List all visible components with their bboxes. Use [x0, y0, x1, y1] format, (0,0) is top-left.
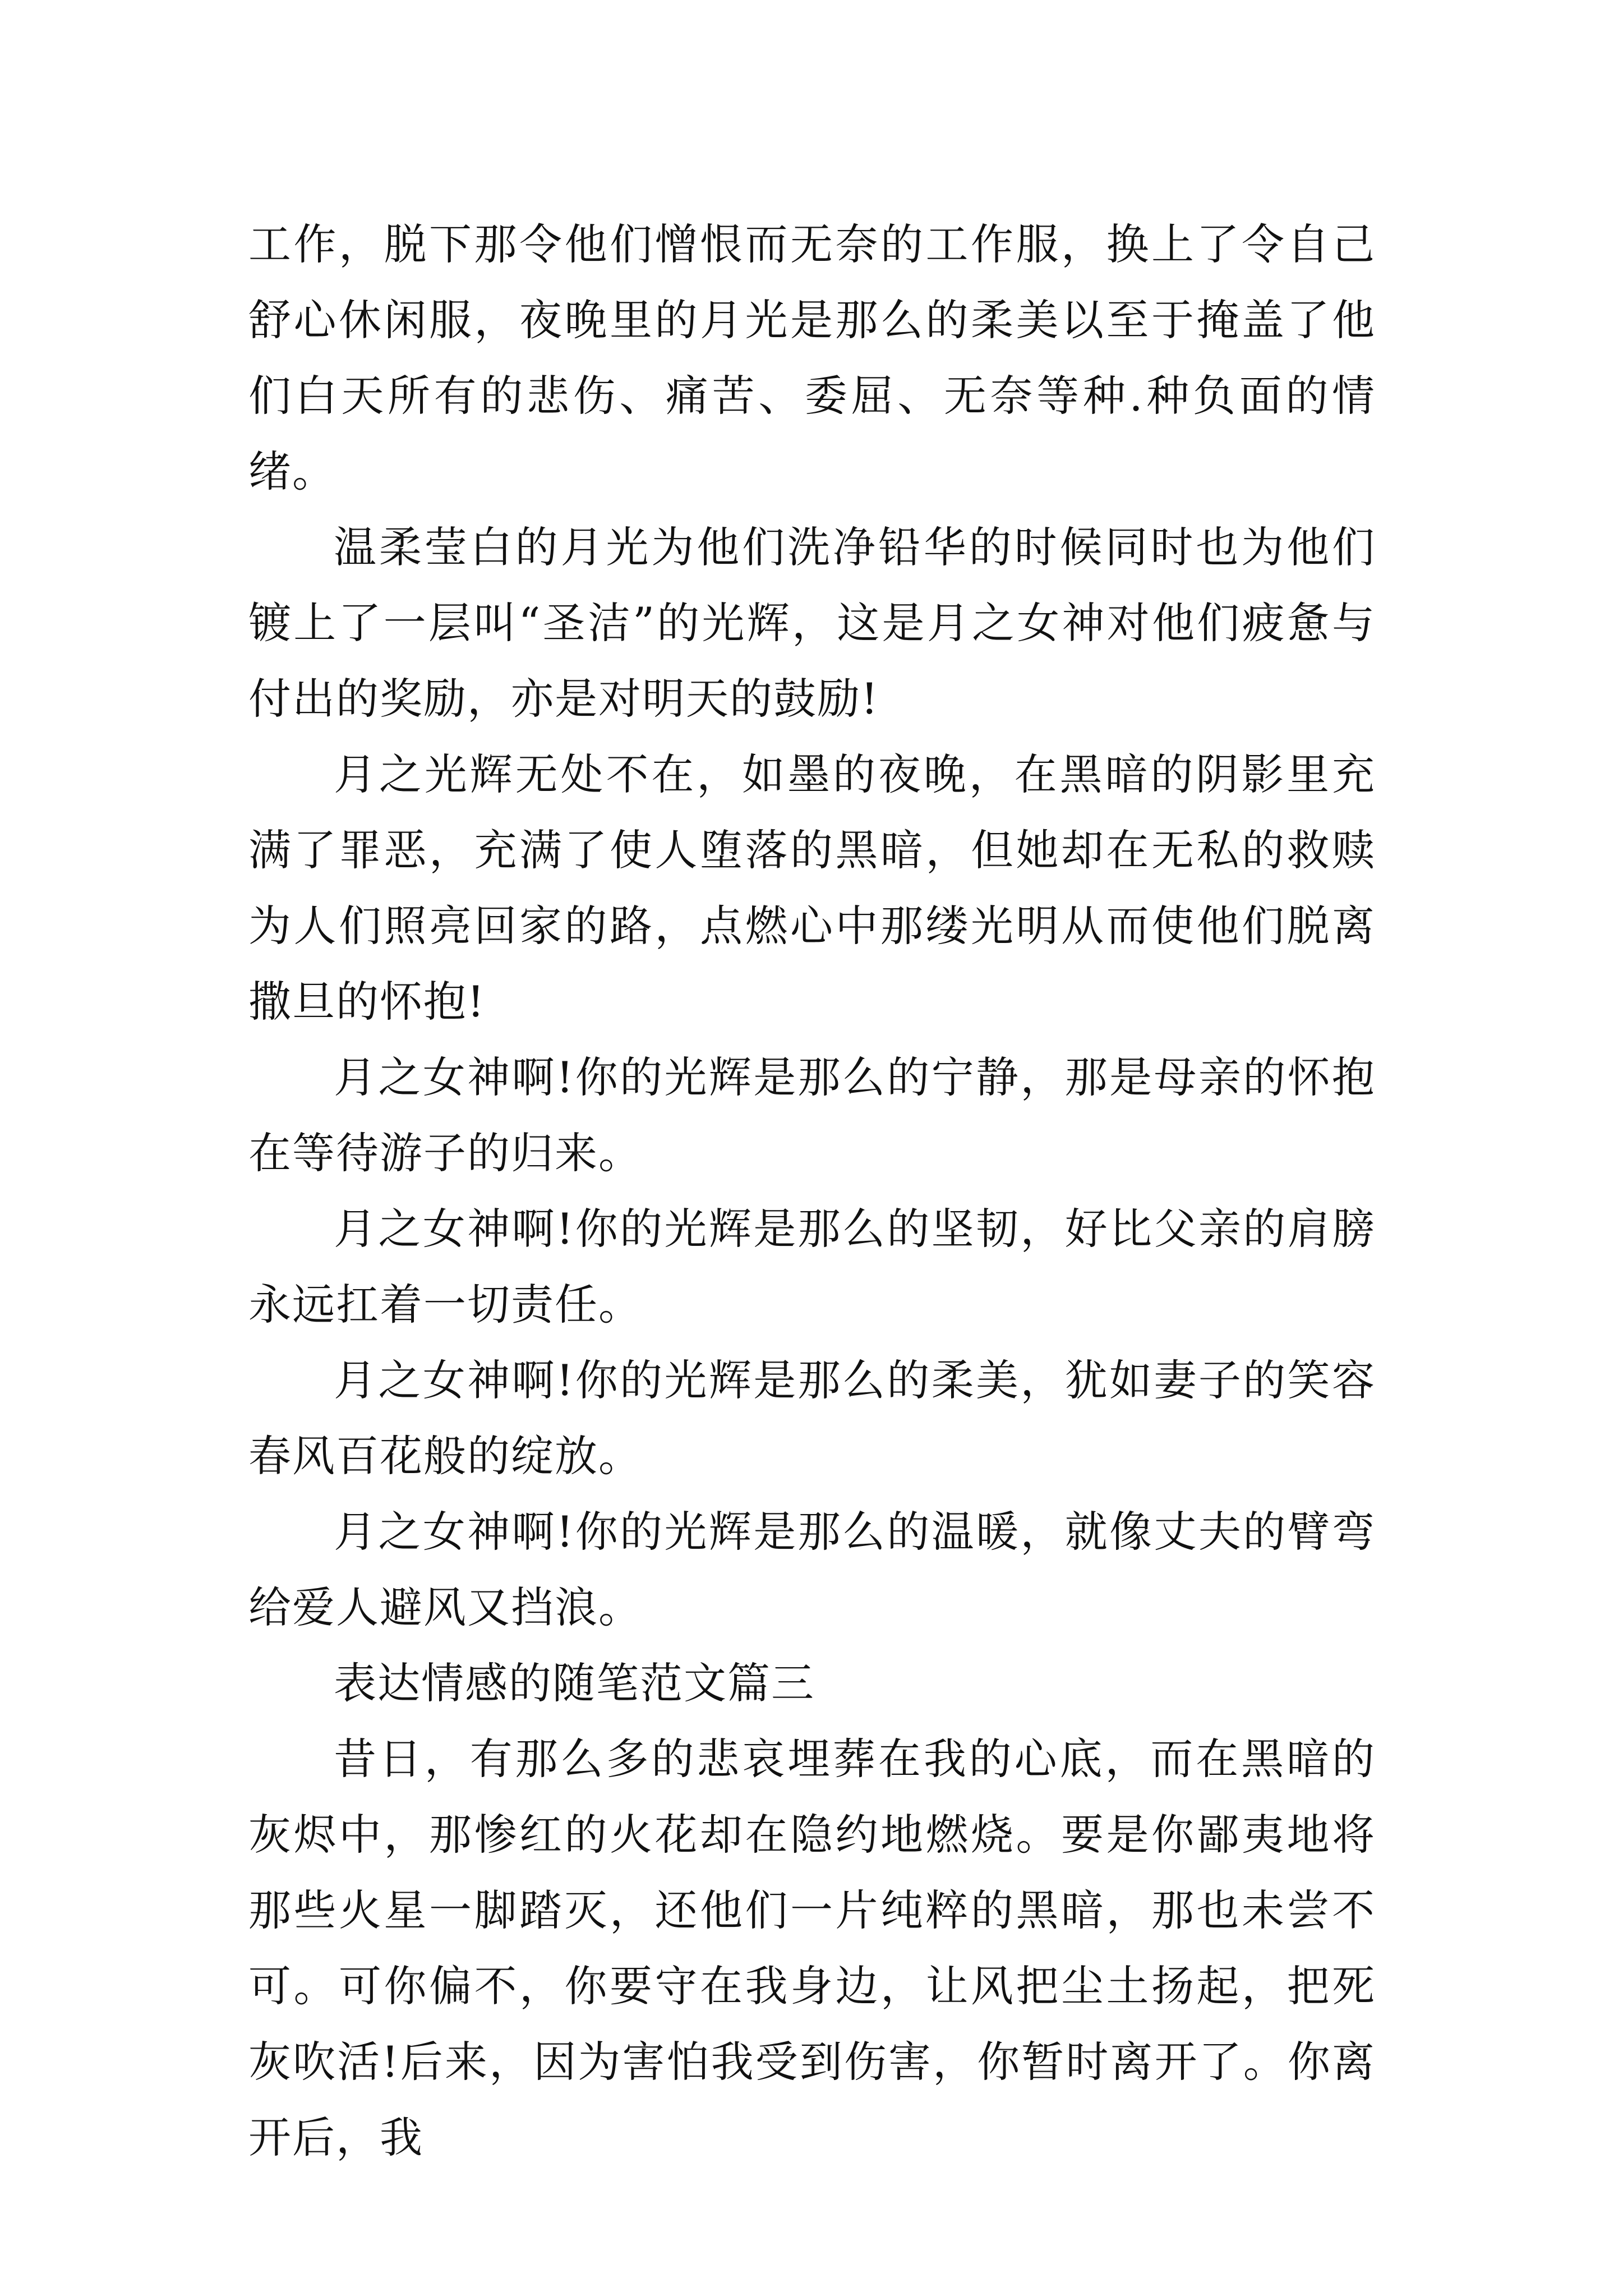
- section-heading: 表达情感的随笔范文篇三: [334, 1658, 815, 1708]
- paragraph-goddess-husband: 月之女神啊!你的光辉是那么的温暖，就像丈夫的臂弯给爱人避风又挡浪。: [248, 1507, 1376, 1632]
- paragraph-moonlight-halo: 温柔莹白的月光为他们洗净铅华的时候同时也为他们镀上了一层叫“圣洁”的光辉，这是月之女神对他们疲惫与付出的奖励，亦是对明天的鼓励!: [248, 522, 1376, 724]
- paragraph-goddess-mother: 月之女神啊!你的光辉是那么的宁静，那是母亲的怀抱在等待游子的归来。: [248, 1052, 1376, 1178]
- paragraph-moonlight-everywhere: 月之光辉无处不在，如墨的夜晚，在黑暗的阴影里充满了罪恶，充满了使人堕落的黑暗，但她却在无私的救赎为人们照亮回家的路，点燃心中那缕光明从而使他们脱离撒旦的怀抱!: [248, 749, 1376, 1027]
- paragraph-goddess-father: 月之女神啊!你的光辉是那么的坚韧，好比父亲的肩膀永远扛着一切责任。: [248, 1204, 1376, 1329]
- paragraph-goddess-wife: 月之女神啊!你的光辉是那么的柔美，犹如妻子的笑容春风百花般的绽放。: [248, 1355, 1376, 1481]
- paragraph-continuation: 工作，脱下那令他们憎恨而无奈的工作服，换上了令自己舒心休闲服，夜晚里的月光是那么的柔美以至于掩盖了他们白天所有的悲伤、痛苦、委屈、无奈等种.种负面的情绪。: [248, 219, 1376, 496]
- paragraph-past-sorrow: 昔日，有那么多的悲哀埋葬在我的心底，而在黑暗的灰烬中，那惨红的火花却在隐约地燃烧。要是你鄙夷地将那些火星一脚踏灭，还他们一片纯粹的黑暗，那也未尝不可。可你偏不，你要守在我身边，让风把尘土扬起，把死灰吹活!后来，因为害怕我受到伤害，你暂时离开了。你离开后，我: [248, 1734, 1376, 2162]
- body-text: [248, 206, 1376, 2175]
